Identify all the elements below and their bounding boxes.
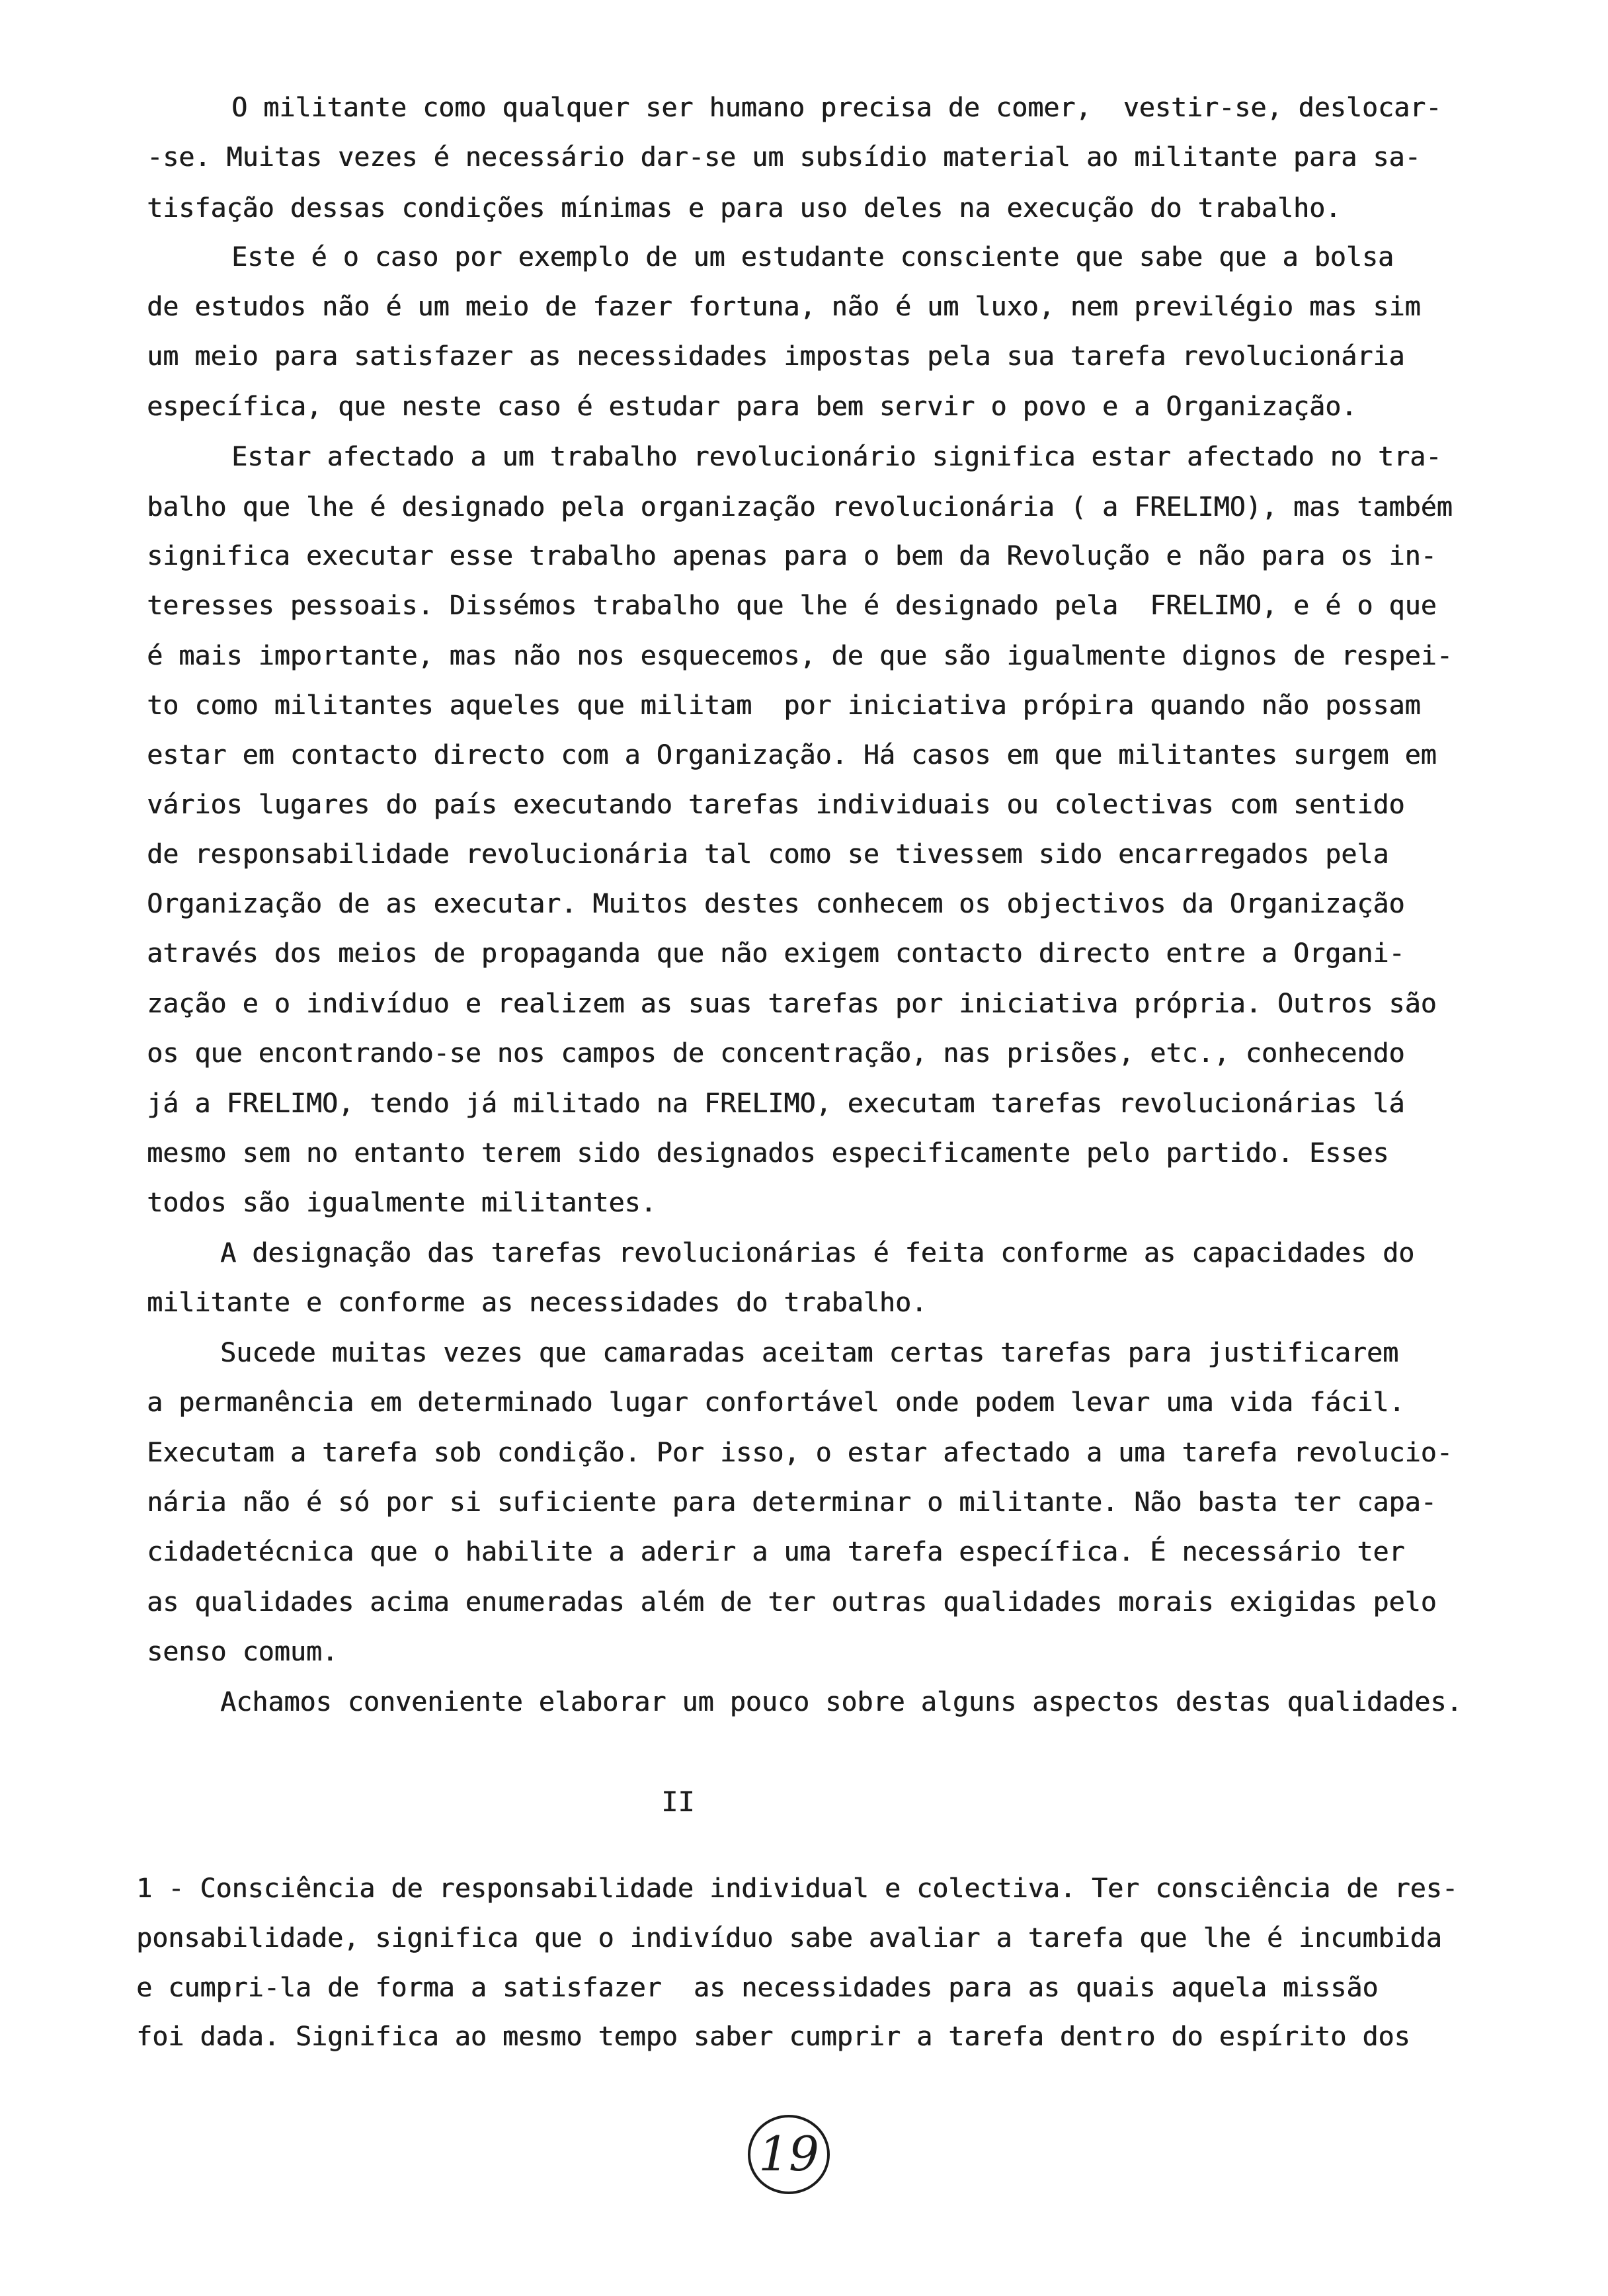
text-line: nária não é só por si suficiente para determinar o militante. Não basta ter capa-: [147, 1487, 1437, 1518]
text-line: Achamos conveniente elaborar um pouco sobre alguns aspectos destas qualidades.: [220, 1687, 1463, 1717]
text-line: cidadetécnica que o habilite a aderir a uma tarefa específica. É necessário ter: [147, 1537, 1405, 1567]
text-line: as qualidades acima enumeradas além de ter outras qualidades morais exigidas pelo: [147, 1587, 1437, 1618]
text-line: A designação das tarefas revolucionárias é feita conforme as capacidades do: [220, 1238, 1415, 1268]
text-line: significa executar esse trabalho apenas para o bem da Revolução e não para os in-: [147, 541, 1437, 571]
text-line: ponsabilidade, significa que o indivíduo sabe avaliar a tarefa que lhe é incumbida: [136, 1923, 1442, 1953]
text-line: já a FRELIMO, tendo já militado na FRELIMO, executam tarefas revolucionárias lá: [147, 1088, 1405, 1119]
text-line: os que encontrando-se nos campos de concentração, nas prisões, etc., conhecendo: [147, 1038, 1405, 1069]
text-line: a permanência em determinado lugar confortável onde podem levar uma vida fácil.: [147, 1387, 1405, 1418]
text-line: e cumpri-la de forma a satisfazer as necessidades para as quais aquela missão: [136, 1973, 1379, 2003]
text-line: zação e o indivíduo e realizem as suas tarefas por iniciativa própria. Outros são: [147, 989, 1437, 1019]
text-line: Organização de as executar. Muitos destes conhecem os objectivos da Organização: [147, 889, 1405, 919]
text-line: é mais importante, mas não nos esquecemos, de que são igualmente dignos de respei-: [147, 641, 1453, 671]
text-line: Este é o caso por exemplo de um estudante consciente que sabe que a bolsa: [231, 242, 1394, 272]
text-line: balho que lhe é designado pela organização revolucionária ( a FRELIMO), mas também: [147, 492, 1453, 522]
text-line: Sucede muitas vezes que camaradas aceitam certas tarefas para justificarem: [220, 1338, 1399, 1368]
page-number-circle: [743, 2107, 835, 2199]
text-line: estar em contacto directo com a Organização. Há casos em que militantes surgem em: [147, 740, 1437, 770]
text-line: to como militantes aqueles que militam por iniciativa própira quando não possam: [147, 690, 1421, 721]
text-line: foi dada. Significa ao mesmo tempo saber cumprir a tarefa dentro do espírito dos: [136, 2022, 1410, 2052]
text-line: todos são igualmente militantes.: [147, 1188, 657, 1218]
text-line: tisfação dessas condições mínimas e para uso deles na execução do trabalho.: [147, 193, 1342, 224]
section-heading: II: [661, 1785, 695, 1818]
text-line: através dos meios de propaganda que não exigem contacto directo entre a Organi-: [147, 938, 1405, 969]
text-line: O militante como qualquer ser humano precisa de comer, vestir-se, deslocar-: [231, 93, 1442, 123]
text-line: Estar afectado a um trabalho revolucionário significa estar afectado no tra-: [231, 442, 1442, 472]
page-number: 19: [758, 2126, 819, 2182]
text-line: senso comum.: [147, 1637, 338, 1667]
text-line: vários lugares do país executando tarefas individuais ou colectivas com sentido: [147, 790, 1405, 820]
text-line: de responsabilidade revolucionária tal como se tivessem sido encarregados pela: [147, 839, 1389, 870]
text-line: específica, que neste caso é estudar para bem servir o povo e a Organização.: [147, 391, 1357, 422]
text-line: Executam a tarefa sob condição. Por isso, o estar afectado a uma tarefa revolucio-: [147, 1438, 1453, 1468]
text-line: teresses pessoais. Dissémos trabalho que lhe é designado pela FRELIMO, e é o que: [147, 591, 1437, 621]
text-line: de estudos não é um meio de fazer fortuna, não é um luxo, nem previlégio mas sim: [147, 292, 1421, 322]
text-line: militante e conforme as necessidades do trabalho.: [147, 1288, 928, 1318]
text-line: mesmo sem no entanto terem sido designados especificamente pelo partido. Esses: [147, 1138, 1389, 1168]
text-line: 1 - Consciência de responsabilidade individual e colectiva. Ter consciência de res-: [136, 1873, 1458, 1904]
text-line: -se. Muitas vezes é necessário dar-se um subsídio material ao militante para sa-: [147, 142, 1421, 173]
text-line: um meio para satisfazer as necessidades impostas pela sua tarefa revolucionária: [147, 341, 1405, 372]
